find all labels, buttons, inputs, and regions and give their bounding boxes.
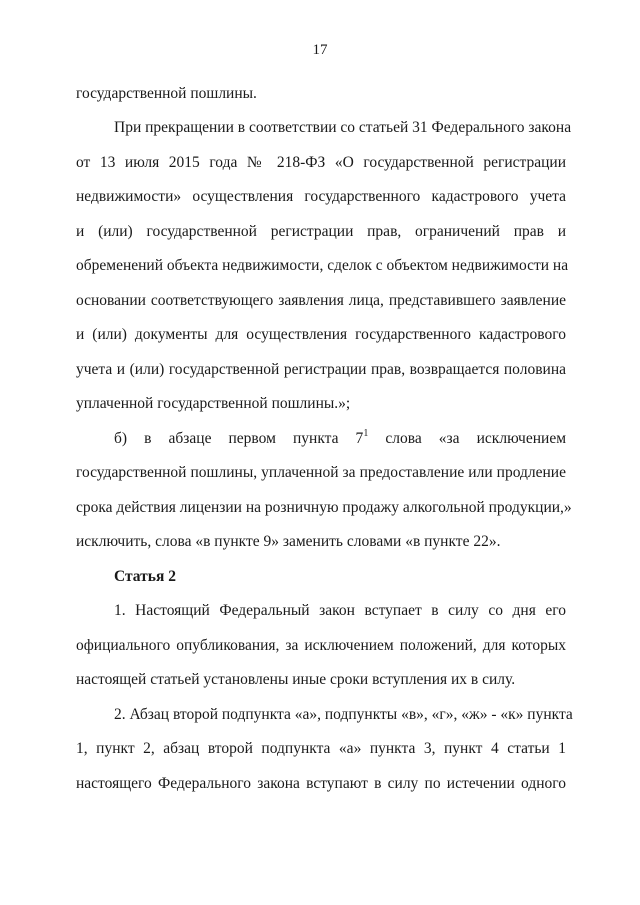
text-line: государственной пошлины.: [76, 85, 257, 102]
text-line: и (или) документы для осуществления государственного кадастрового: [76, 326, 566, 343]
text-line: настоящего Федерального закона вступают в силу по истечении одного: [76, 775, 566, 792]
text-line: обременений объекта недвижимости, сделок с объектом недвижимости на: [76, 257, 569, 274]
text-line: 1, пункт 2, абзац второй подпункта «а» пункта 3, пункт 4 статьи 1: [76, 740, 566, 757]
text-line: уплаченной государственной пошлины.»;: [76, 395, 351, 412]
line-b-before: б) в абзаце первом пункта 7: [114, 430, 364, 447]
article-heading: Статья 2: [114, 568, 176, 585]
text-line: 1. Настоящий Федеральный закон вступает в силу со дня его: [114, 602, 566, 619]
text-line: официального опубликования, за исключением положений, для которых: [76, 637, 566, 654]
text-line: от 13 июля 2015 года № 218-ФЗ «О государственной регистрации: [76, 154, 566, 171]
text-line: 2. Абзац второй подпункта «а», подпункты «в», «г», «ж» - «к» пункта: [114, 706, 573, 723]
text-line: срока действия лицензии на розничную продажу алкогольной продукции,»: [76, 499, 572, 516]
text-line: и (или) государственной регистрации прав, ограничений прав и: [76, 223, 566, 240]
text-line: основании соответствующего заявления лица, представившего заявление: [76, 292, 566, 309]
text-line: При прекращении в соответствии со статьей 31 Федерального закона: [114, 119, 572, 136]
text-line: недвижимости» осуществления государственного кадастрового учета: [76, 188, 566, 205]
text-line: учета и (или) государственной регистрации прав, возвращается половина: [76, 361, 566, 378]
page-number: 17: [312, 42, 328, 58]
text-line-amendment-b: [114, 429, 566, 449]
text-line: настоящей статьей установлены иные сроки вступления их в силу.: [76, 671, 516, 688]
superscript: 1: [363, 428, 369, 439]
line-b-after: слова «за исключением: [368, 430, 567, 447]
text-line: исключить, слова «в пункте 9» заменить словами «в пункте 22».: [76, 533, 501, 550]
text-line: государственной пошлины, уплаченной за предоставление или продление: [76, 464, 566, 481]
